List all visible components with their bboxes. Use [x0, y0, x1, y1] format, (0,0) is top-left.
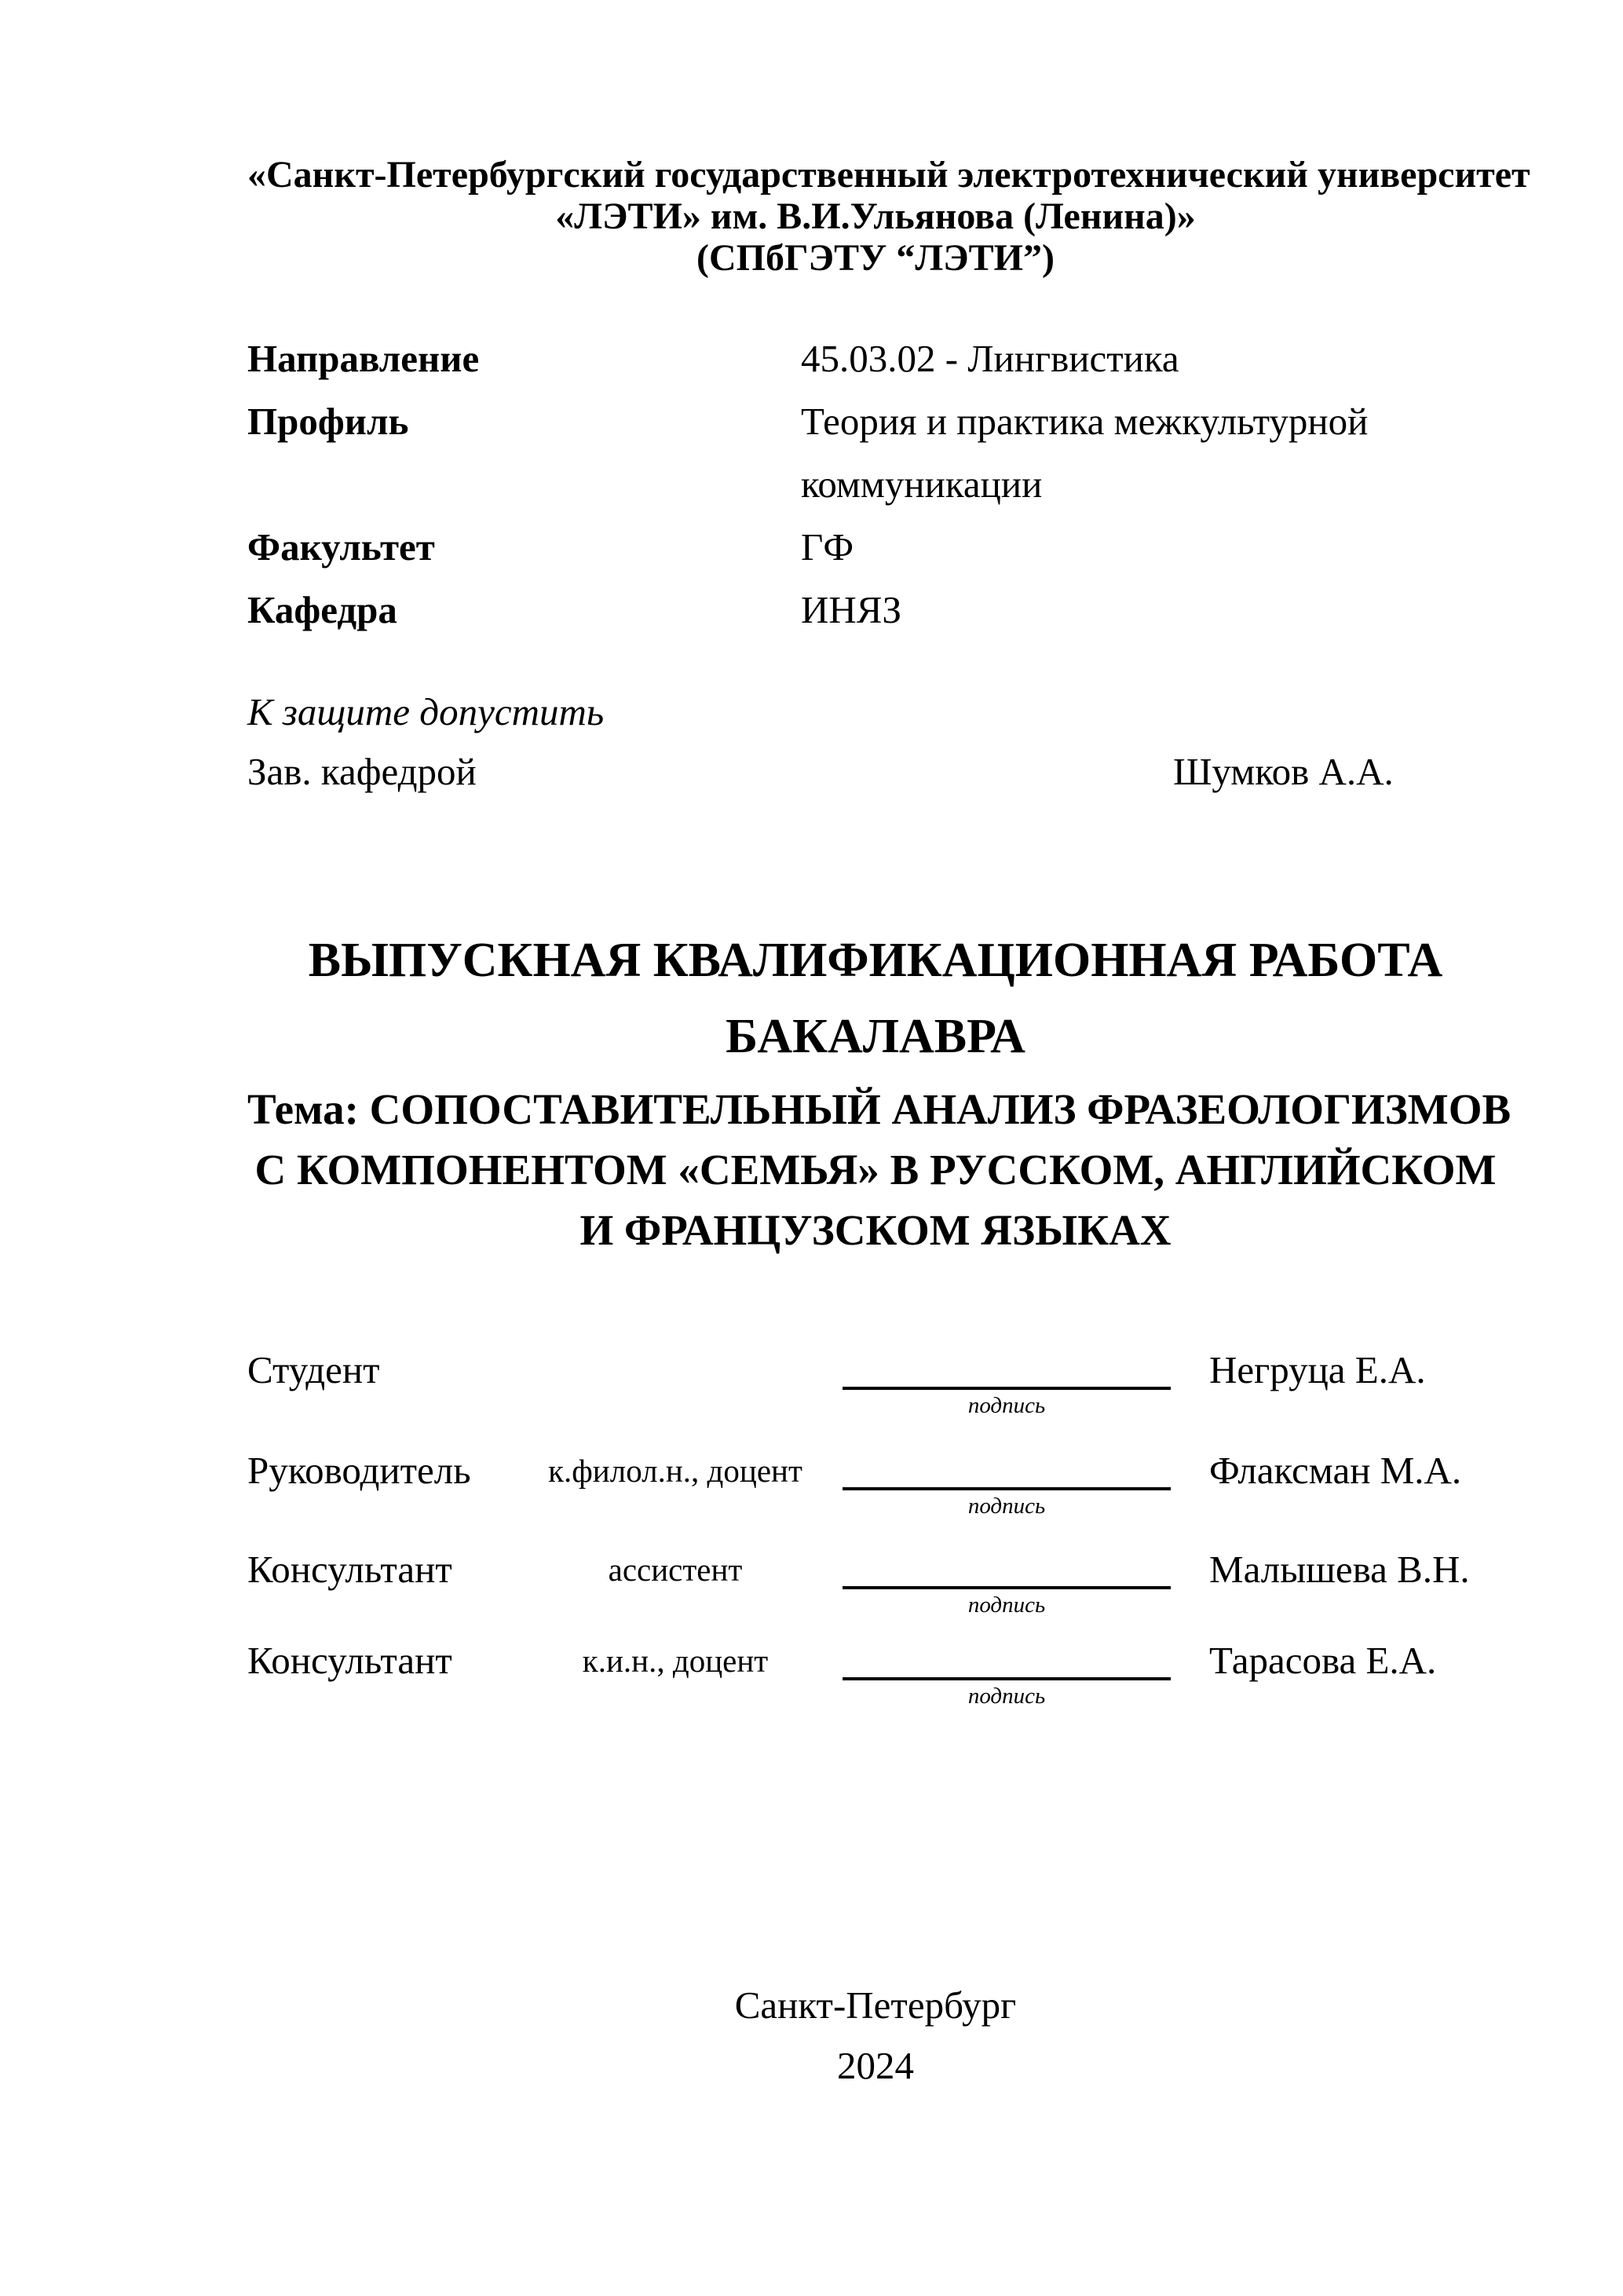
- signature-degree: ассистент: [608, 1552, 743, 1588]
- thesis-title-line-2: БАКАЛАВРА: [726, 1010, 1025, 1063]
- field-label-faculty: Факультет: [247, 525, 435, 569]
- field-row-faculty: [247, 516, 1519, 579]
- university-header: [247, 154, 1530, 279]
- footer-city: Санкт-Петербург: [734, 1983, 1017, 2027]
- thesis-theme: [247, 1079, 1512, 1260]
- admission-note: К защите допустить: [247, 690, 605, 733]
- signature-caption: подпись: [967, 1493, 1046, 1519]
- field-value-direction: 45.03.02 - Лингвистика: [801, 337, 1179, 380]
- field-row-profile: [247, 390, 1519, 453]
- signature-line: [843, 1487, 1171, 1490]
- signature-row-supervisor: [247, 1445, 1519, 1533]
- signature-role: Консультант: [247, 1548, 452, 1591]
- signature-row-consultant-2: [247, 1635, 1519, 1723]
- signature-line: [843, 1387, 1171, 1390]
- signature-caption: подпись: [967, 1592, 1046, 1618]
- signature-role: Студент: [247, 1348, 380, 1391]
- admission-row: [247, 742, 1519, 802]
- footer-block: [247, 1975, 1504, 2096]
- field-value-profile-line-1: Теория и практика межкультурной: [801, 400, 1369, 443]
- field-row-profile-continued: [247, 453, 1519, 516]
- signature-line: [843, 1677, 1171, 1680]
- thesis-theme-line-3: И ФРАНЦУЗСКОМ ЯЗЫКАХ: [579, 1206, 1172, 1254]
- field-label-direction: Направление: [247, 337, 480, 380]
- thesis-theme-line-2: С КОМПОНЕНТОМ «СЕМЬЯ» В РУССКОМ, АНГЛИЙСКОМ: [254, 1146, 1497, 1194]
- signature-role: Руководитель: [247, 1449, 471, 1492]
- program-fields: [247, 327, 1519, 642]
- signature-row-consultant-1: [247, 1544, 1519, 1632]
- footer-year: 2024: [837, 2044, 914, 2087]
- signature-name: Флаксман М.А.: [1209, 1449, 1462, 1492]
- signature-name: Тарасова Е.А.: [1209, 1639, 1437, 1682]
- signature-caption: подпись: [967, 1393, 1046, 1418]
- signature-row-student: [247, 1344, 1519, 1432]
- university-header-line-2: «ЛЭТИ» им. В.И.Ульянова (Ленина)»: [555, 196, 1196, 237]
- thesis-title-line-1: ВЫПУСКНАЯ КВАЛИФИКАЦИОННАЯ РАБОТА: [308, 934, 1443, 987]
- field-value-profile-line-2: коммуникации: [801, 462, 1043, 506]
- field-row-department: [247, 579, 1519, 642]
- field-label-empty: [247, 453, 801, 516]
- signature-name: Малышева В.Н.: [1209, 1548, 1470, 1591]
- field-label-department: Кафедра: [247, 588, 397, 631]
- admission-block: [247, 682, 1519, 802]
- university-header-line-1: «Санкт-Петербургский государственный электротехнический университет: [247, 154, 1530, 196]
- thesis-theme-line-1: Тема: СОПОСТАВИТЕЛЬНЫЙ АНАЛИЗ ФРАЗЕОЛОГИЗМОВ: [247, 1085, 1512, 1133]
- field-label-profile: Профиль: [247, 400, 409, 443]
- signature-name: Негруца Е.А.: [1209, 1348, 1426, 1391]
- admission-position: Зав. кафедрой: [247, 750, 477, 793]
- signature-degree: к.и.н., доцент: [582, 1643, 769, 1679]
- university-header-line-3: (СПбГЭТУ “ЛЭТИ”): [696, 237, 1055, 279]
- signature-line: [843, 1586, 1171, 1589]
- field-value-department: ИНЯЗ: [801, 588, 902, 631]
- thesis-title: [247, 923, 1504, 1075]
- signature-role: Консультант: [247, 1639, 452, 1682]
- signature-degree: к.филол.н., доцент: [548, 1453, 802, 1489]
- field-value-faculty: ГФ: [801, 525, 854, 569]
- admission-head-name: Шумков А.А.: [1173, 750, 1394, 793]
- field-row-direction: [247, 327, 1519, 390]
- signature-caption: подпись: [967, 1684, 1046, 1709]
